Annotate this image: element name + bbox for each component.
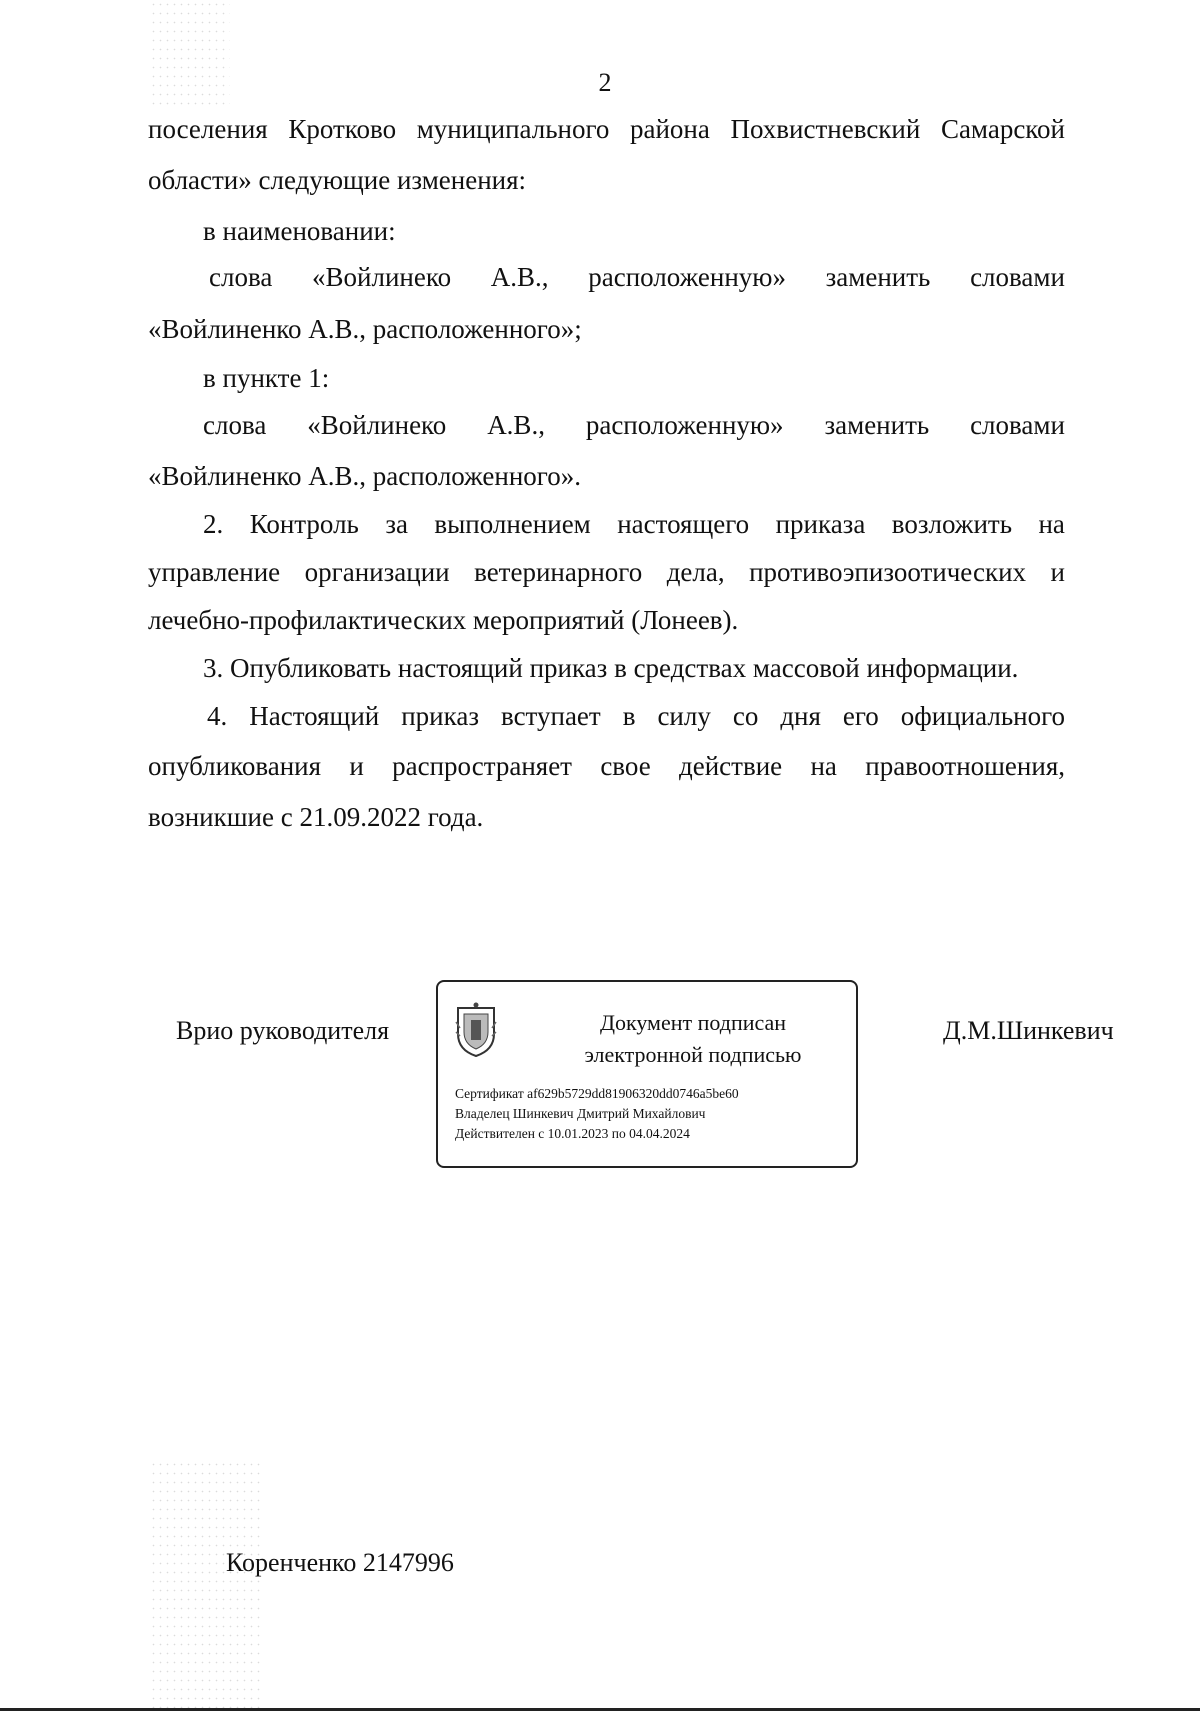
word: возложить: [891, 509, 1013, 539]
word: приказа: [775, 509, 866, 539]
word: Самарской: [940, 114, 1065, 144]
word: 2.: [203, 509, 224, 539]
paragraph-line: возникшие с 21.09.2022 года.: [148, 802, 484, 832]
signatory-role: Врио руководителя: [176, 1016, 390, 1045]
word: распространяет: [392, 751, 572, 781]
word: в: [622, 701, 636, 731]
word: организации: [304, 557, 450, 587]
word: выполнением: [434, 509, 591, 539]
word: «Войлинеко: [312, 262, 452, 292]
paragraph-line: области» следующие изменения:: [148, 165, 527, 195]
word: дня: [780, 701, 821, 731]
word: «Войлинеко: [307, 410, 447, 440]
word: приказ: [401, 701, 479, 731]
word: на: [1038, 509, 1065, 539]
word: дела,: [666, 557, 725, 587]
word: действие: [679, 751, 783, 781]
paragraph-line: [148, 750, 1065, 782]
word: словами: [970, 262, 1065, 292]
word: и: [1050, 557, 1065, 587]
word: А.В.,: [487, 410, 545, 440]
word: Контроль: [249, 509, 359, 539]
certificate-owner: Владелец Шинкевич Дмитрий Михайлович: [455, 1106, 706, 1121]
word: расположенную»: [585, 410, 784, 440]
word: на: [810, 751, 837, 781]
stamp-subtitle: электронной подписью: [584, 1042, 802, 1067]
word: Настоящий: [249, 701, 380, 731]
word: его: [842, 701, 879, 731]
page-number: 2: [598, 68, 612, 97]
word: за: [385, 509, 408, 539]
paragraph-line: лечебно-профилактических мероприятий (Лонеев).: [148, 605, 739, 635]
word: противоэпизоотических: [749, 557, 1027, 587]
word: поселения: [148, 114, 268, 144]
word: силу: [657, 701, 711, 731]
paragraph-line: [203, 508, 1065, 540]
paragraph-line: [148, 556, 1065, 588]
word: официального: [900, 701, 1065, 731]
paragraph-line: [207, 700, 1065, 732]
certificate-validity: Действителен с 10.01.2023 по 04.04.2024: [455, 1126, 690, 1141]
word: заменить: [825, 262, 931, 292]
word: А.В.,: [490, 262, 549, 292]
paragraph-line: [148, 113, 1065, 145]
word: со: [732, 701, 759, 731]
page-bottom-edge: [0, 1708, 1200, 1711]
word: 4.: [207, 701, 228, 731]
word: вступает: [500, 701, 601, 731]
certificate-number: Сертификат af629b5729dd81906320dd0746a5be60: [455, 1086, 739, 1101]
word: свое: [600, 751, 651, 781]
word: Кротково: [288, 114, 397, 144]
word: управление: [148, 557, 281, 587]
word: правоотношения,: [865, 751, 1065, 781]
scan-noise: [150, 1460, 260, 1710]
word: слова: [209, 262, 273, 292]
word: словами: [970, 410, 1065, 440]
word: слова: [203, 410, 267, 440]
certificate-info: [455, 1084, 739, 1144]
paragraph-line: [203, 409, 1065, 441]
stamp-title: Документ подписан: [599, 1010, 787, 1035]
word: расположенную»: [588, 262, 786, 292]
coat-of-arms-icon: [454, 1002, 498, 1058]
word: заменить: [824, 410, 930, 440]
executor-info: Коренченко 2147996: [226, 1548, 454, 1577]
word: ветеринарного: [474, 557, 643, 587]
word: и: [349, 751, 364, 781]
paragraph-line: [209, 261, 1065, 293]
word: муниципального: [416, 114, 610, 144]
word: района: [630, 114, 710, 144]
paragraph-line: 3. Опубликовать настоящий приказ в средствах массовой информации.: [203, 653, 1019, 683]
word: Похвистневский: [730, 114, 921, 144]
electronic-signature-stamp: [436, 980, 858, 1168]
signatory-name: Д.М.Шинкевич: [943, 1016, 1114, 1045]
word: опубликования: [148, 751, 322, 781]
paragraph-line: в наименовании:: [203, 216, 396, 246]
word: настоящего: [617, 509, 750, 539]
paragraph-line: в пункте 1:: [203, 363, 330, 393]
paragraph-line: «Войлиненко А.В., расположенного».: [148, 461, 581, 491]
paragraph-line: «Войлиненко А.В., расположенного»;: [148, 314, 582, 344]
